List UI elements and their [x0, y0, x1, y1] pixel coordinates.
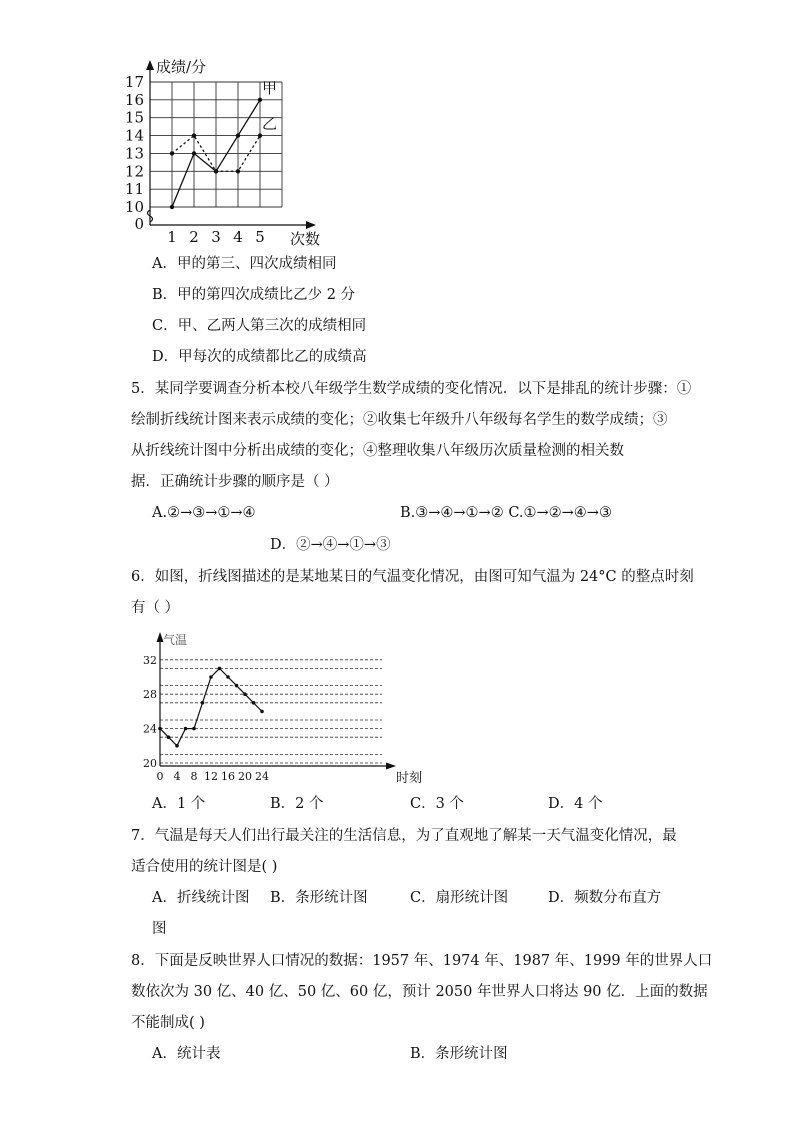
- x-tick-label: 1: [167, 228, 177, 246]
- q4-option-b[interactable]: B．甲的第四次成绩比乙少 2 分: [152, 287, 356, 303]
- data-point: [236, 169, 240, 173]
- y-tick-label: 12: [124, 162, 144, 181]
- q7-line-1: 7．气温是每天人们出行最关注的生活信息，为了直观地了解某一天气温变化情况，最: [131, 828, 677, 844]
- q5-option-b-c[interactable]: B.③→④→①→② C.①→②→④→③: [400, 505, 612, 521]
- data-point: [209, 675, 213, 679]
- data-point: [258, 133, 262, 137]
- x-tick-label: 0: [156, 770, 164, 783]
- q7-line-2: 适合使用的统计图是( ): [131, 859, 278, 875]
- y-tick-label: 17: [124, 73, 144, 91]
- q6-option-c[interactable]: C．3 个: [410, 796, 464, 812]
- q6-option-a[interactable]: A．1 个: [152, 796, 206, 812]
- q5-line-2: 绘制折线统计图来表示成绩的变化；②收集七年级升八年级每名学生的数学成绩；③: [131, 412, 668, 428]
- chart1-grid: [150, 82, 282, 207]
- chart1-axes: [146, 60, 316, 229]
- data-point: [192, 151, 196, 155]
- y-tick-label: 10: [124, 198, 144, 216]
- x-tick-label: 20: [238, 770, 252, 783]
- q7-option-c[interactable]: C．扇形统计图: [410, 890, 509, 906]
- data-point: [158, 727, 162, 731]
- data-point: [214, 169, 218, 173]
- x-tick-label: 4: [173, 770, 181, 783]
- y-tick-label: 20: [143, 757, 157, 770]
- x-tick-label: 16: [221, 770, 235, 783]
- q7-option-a[interactable]: A．折线统计图: [152, 890, 250, 906]
- temperature-line: [160, 668, 262, 745]
- q6-option-b[interactable]: B．2 个: [270, 796, 324, 812]
- data-point: [201, 701, 205, 705]
- q7-option-d-continuation: 图: [152, 921, 167, 937]
- data-point: [192, 133, 196, 137]
- data-point: [252, 701, 256, 705]
- q7-option-b[interactable]: B．条形统计图: [270, 890, 368, 906]
- q4-option-c[interactable]: C．甲、乙两人第三次的成绩相同: [152, 318, 367, 334]
- data-point: [167, 735, 171, 739]
- q5-line-3: 从折线统计图中分析出成绩的变化；④整理收集八年级历次质量检测的相关数: [131, 443, 624, 459]
- y-tick-label: 11: [124, 180, 144, 199]
- series-label: 甲: [262, 78, 278, 97]
- score-line-chart: [120, 50, 460, 250]
- chart2-series: [158, 667, 264, 748]
- data-point: [184, 727, 188, 731]
- chart2-axes: [157, 632, 397, 770]
- q8-line-2: 数依次为 30 亿、40 亿、50 亿、60 亿，预计 2050 年世界人口将达 90 亿．上面的数据: [131, 984, 708, 1000]
- x-axis-title: 次数: [290, 230, 321, 248]
- q8-line-1: 8．下面是反映世界人口情况的数据：1957 年、1974 年、1987 年、1999 年的世界人口: [131, 953, 713, 969]
- x-tick-label: 24: [255, 770, 269, 783]
- q4-option-a[interactable]: A．甲的第三、四次成绩相同: [152, 256, 337, 272]
- q5-line-1: 5．某同学要调查分析本校八年级学生数学成绩的变化情况．以下是排乱的统计步骤：①: [131, 381, 692, 397]
- q4-option-d[interactable]: D．甲每次的成绩都比乙的成绩高: [152, 349, 367, 365]
- y-tick-label: 15: [124, 108, 144, 127]
- temperature-line-chart: [140, 630, 440, 785]
- x-axis-title: 时刻: [396, 771, 423, 786]
- y-axis-title: 气温: [163, 633, 188, 647]
- data-point: [218, 667, 222, 671]
- x-tick-label: 3: [211, 228, 221, 246]
- data-point: [192, 727, 196, 731]
- y-tick-label: 16: [124, 90, 144, 109]
- q5-option-a[interactable]: A.②→③→①→④: [152, 505, 256, 521]
- y-axis-arrow: [146, 60, 154, 70]
- q8-line-3: 不能制成( ): [131, 1015, 205, 1031]
- x-tick-label: 2: [189, 228, 199, 246]
- y-axis-title: 成绩/分: [156, 58, 207, 76]
- x-tick-label: 4: [233, 228, 243, 246]
- chart2-grid: [160, 660, 382, 763]
- q5-option-d[interactable]: D．②→④→①→③: [270, 537, 391, 553]
- series-label: 乙: [262, 114, 278, 133]
- q6-option-d[interactable]: D．4 个: [548, 796, 603, 812]
- x-tick-label: 8: [190, 770, 198, 783]
- data-point: [226, 675, 230, 679]
- data-point: [170, 151, 174, 155]
- q8-option-a[interactable]: A．统计表: [152, 1046, 221, 1062]
- data-point: [236, 133, 240, 137]
- x-tick-label: 12: [204, 770, 218, 783]
- y-tick-label: 14: [124, 126, 144, 145]
- q6-line-1: 6．如图，折线图描述的是某地某日的气温变化情况，由图可知气温为 24°C 的整点时刻: [131, 569, 694, 585]
- data-point: [170, 205, 174, 209]
- y-tick-label: 0: [134, 215, 144, 233]
- q6-line-2: 有（ ）: [131, 600, 180, 616]
- q5-line-4: 据．正确统计步骤的顺序是（ ）: [131, 474, 339, 490]
- q8-option-b[interactable]: B．条形统计图: [410, 1046, 508, 1062]
- data-point: [175, 744, 179, 748]
- y-tick-label: 32: [143, 653, 157, 667]
- data-point: [258, 98, 262, 102]
- data-point: [235, 684, 239, 688]
- data-point: [243, 692, 247, 696]
- y-tick-label: 28: [143, 688, 157, 702]
- q7-option-d[interactable]: D．频数分布直方: [548, 890, 662, 906]
- data-point: [260, 710, 264, 714]
- y-tick-label: 13: [124, 144, 144, 163]
- x-axis-arrow: [306, 221, 316, 229]
- x-axis-arrow: [386, 763, 396, 770]
- y-tick-label: 24: [143, 722, 157, 736]
- x-tick-label: 5: [255, 228, 265, 246]
